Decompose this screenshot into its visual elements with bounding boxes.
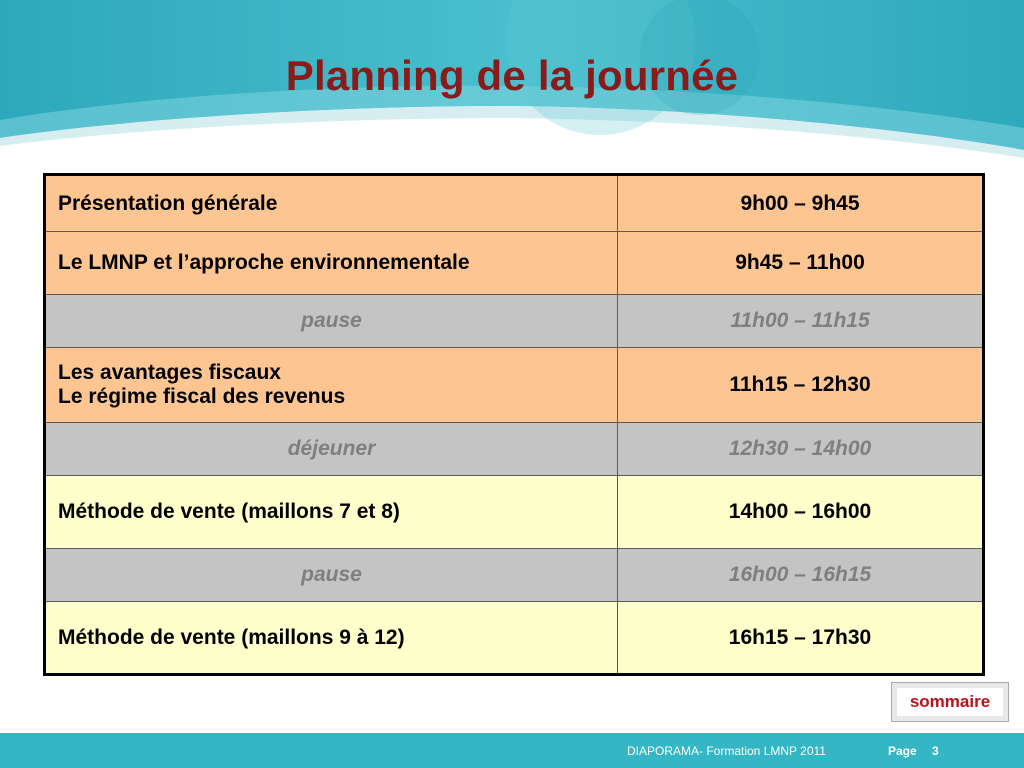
schedule-table (43, 173, 985, 676)
activity-cell (45, 348, 618, 423)
slide-title: Planning de la journée (285, 52, 739, 99)
activity-label: Présentation générale (58, 191, 278, 215)
activity-label: déjeuner (287, 437, 376, 460)
page-number: 3 (932, 744, 939, 758)
time-cell: 16h00 – 16h15 (618, 549, 984, 602)
schedule-row-break (45, 549, 984, 602)
activity-cell (45, 423, 618, 476)
activity-label: pause (301, 563, 362, 586)
activity-label: Méthode de vente (maillons 9 à 12) (58, 625, 405, 649)
page-label: Page (888, 744, 917, 758)
time-cell: 12h30 – 14h00 (618, 423, 984, 476)
activity-cell (45, 549, 618, 602)
activity-cell (45, 476, 618, 549)
activity-label: Le LMNP et l’approche environnementale (58, 251, 470, 274)
activity-cell (45, 295, 618, 348)
footer-bar (0, 733, 1024, 768)
time-cell: 16h15 – 17h30 (618, 602, 984, 675)
time-cell: 11h15 – 12h30 (618, 348, 984, 423)
schedule-row (45, 476, 984, 549)
schedule-row-break (45, 423, 984, 476)
activity-cell (45, 602, 618, 675)
sommaire-label: sommaire (897, 688, 1003, 716)
time-cell: 14h00 – 16h00 (618, 476, 984, 549)
schedule-row (45, 348, 984, 423)
footer-text: DIAPORAMA- Formation LMNP 2011 (627, 744, 826, 758)
activity-label: Le régime fiscal des revenus (58, 385, 346, 408)
schedule-row (45, 232, 984, 295)
time-cell: 9h45 – 11h00 (618, 232, 984, 295)
schedule-row-break (45, 295, 984, 348)
activity-cell (45, 232, 618, 295)
schedule-row (45, 602, 984, 675)
activity-label: Méthode de vente (maillons 7 et 8) (58, 500, 400, 523)
activity-label: Les avantages fiscaux (58, 361, 281, 384)
time-cell: 11h00 – 11h15 (618, 295, 984, 348)
activity-label: pause (301, 309, 362, 332)
schedule-row (45, 175, 984, 232)
sommaire-button[interactable] (891, 682, 1009, 722)
activity-cell (45, 175, 618, 232)
time-cell: 9h00 – 9h45 (618, 175, 984, 232)
